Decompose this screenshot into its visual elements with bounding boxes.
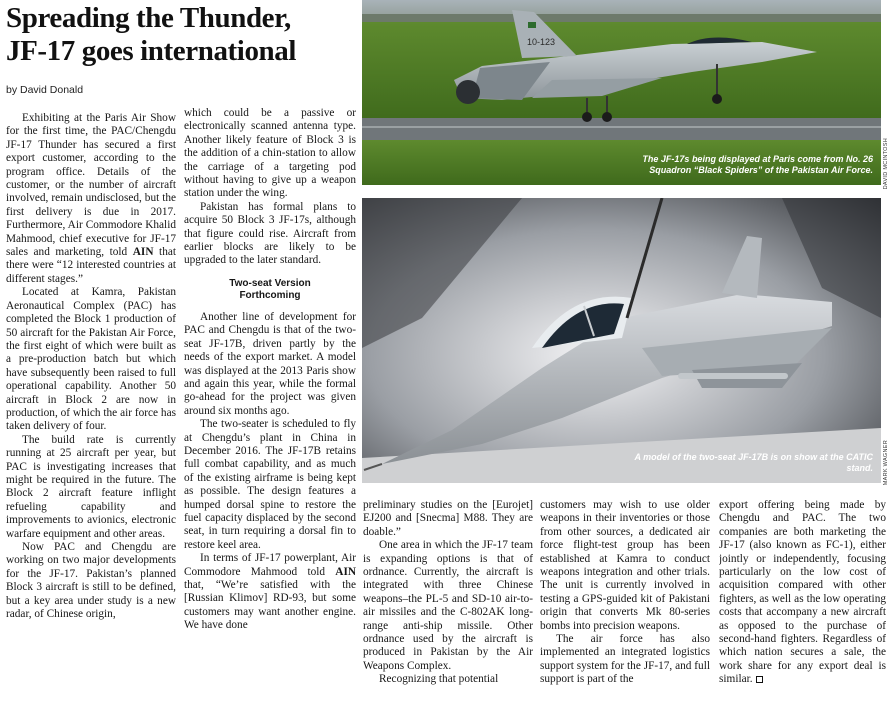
paragraph-text: that there were “12 interested countries at different stages.” [6, 246, 176, 285]
publication-name: AIN [132, 246, 154, 259]
paragraph: The build rate is currently running at 25 aircraft per year, but PAC is investigating increases that might be required in the future. The Block 2 aircraft feature inflight refueling capability and improvements to avionics, electronic warfare equipment and other areas. [6, 433, 176, 540]
section-subhead [184, 278, 356, 303]
text-column-1 [6, 112, 176, 719]
paragraph: The two-seater is scheduled to fly at Chengdu’s plant in China in December 2016. The JF-17B retains full combat capability, and as much of the existing airframe is being kept as possible. The design features a humped dorsal spine to restore the fuel capacity displaced by the second seat, in turn requiring a dorsal fin to restore keel area. [184, 418, 356, 551]
photo-jf17-landing [362, 0, 881, 185]
paragraph-text: that, “We’re satisfied with the [Russian Klimov] RD-93, but some customers may want another engine. We have done [184, 579, 356, 632]
photo-credit: MARK WAGNER [883, 440, 889, 486]
subhead-line-1: Two-seat Version [229, 277, 311, 289]
tail-code: 10-123 [527, 37, 556, 47]
byline: by David Donald [6, 84, 84, 96]
paragraph [184, 552, 356, 632]
paragraph: Located at Kamra, Pakistan Aeronautical Complex (PAC) has completed the Block 1 production of 50 aircraft for the Pakistan Air Force, the first eight of which were built as a pre-production batch but which have subsequently been raised to full operational capability. Another 50 aircraft in Block 2 are now in production, of which the air force has taken delivery of four. [6, 286, 176, 433]
photo-caption: A model of the two-seat JF-17B is on show at the CATIC stand. [634, 452, 873, 473]
subhead-line-2: Forthcoming [239, 290, 301, 302]
paragraph: customers may wish to use older weapons in their inventories or those from other sources, a dedicated air force flight-test group has been established at Kamra to conduct weapons integration and other trials. The unit is currently involved in testing a GPS-guided kit of Pakistani origin that converts Mk 80-series bombs into precision weapons. [540, 499, 710, 632]
publication-name: AIN [335, 565, 356, 578]
photo-caption: The JF-17s being displayed at Paris come from No. 26 Squadron “Black Spiders” of the Pakistan Air Force. [642, 154, 873, 175]
paragraph: Another line of development for PAC and Chengdu is that of the two-seat JF-17B, driven partly by the needs of the export market. A model was displayed at the 2013 Paris show and again this year, while the formal go-ahead for the project was given around six months ago. [184, 310, 356, 417]
paragraph-text: export offering being made by Chengdu and PAC. The two companies are both marketing the JF-17 (also known as FC-1), either jointly or independently, focusing particularly on the low cost of acquisition compared with other fighters, as well as the low operating costs that accompany a new aircraft as opposed to the purchase of second-hand fighters. Regardless of which nation secures a sale, the work share for any export deal is similar. [719, 499, 886, 686]
paragraph [719, 499, 886, 687]
paragraph-text: In terms of JF-17 powerplant, Air Commodore Mahmood told [184, 552, 356, 578]
headline-line-1: Spreading the Thunder, [6, 2, 291, 34]
paragraph: Now PAC and Chengdu are working on two major developments for the JF-17. Pakistan’s planned Block 3 aircraft is still to be defined, but a key area under study is a new radar, of Chinese origin, [6, 541, 176, 621]
photo-credit: DAVID MCINTOSH [883, 138, 889, 190]
jf17b-model-illustration [362, 198, 881, 483]
paragraph: The air force has also implemented an integrated logistics support system for the JF-17, and full support is part of the [540, 633, 710, 686]
paragraph: Pakistan has formal plans to acquire 50 Block 3 JF-17s, although that figure could rise. Aircraft from earlier blocks are likely to be upgraded to the later standard. [184, 200, 356, 267]
text-column-2 [184, 107, 356, 719]
paragraph: Recognizing that potential [379, 673, 499, 686]
photo-jf17b-model [362, 198, 881, 483]
headline-line-2: JF-17 goes international [6, 35, 297, 67]
paragraph-text: Exhibiting at the Paris Air Show for the first time, the PAC/Chengdu JF-17 Thunder has secured a first export customer, according to the program office. Details of the customer, or the number of aircraft involved, remain undisclosed, but the first delivery is due in 2017. Furthermore, Air Commodore Khalid Mahmood, chief executive for JF-17 sales and marketing, told [6, 112, 176, 259]
end-of-article-mark [756, 676, 763, 683]
paragraph: which could be a passive or electronically scanned antenna type. Another likely feature of Block 3 is the addition of a chin-station to allow the carriage of a targeting pod without having to give up a weapon station under the wing. [184, 107, 356, 200]
text-column-5 [719, 499, 886, 719]
text-column-4 [540, 499, 710, 719]
paragraph [6, 112, 176, 286]
paragraph: preliminary studies on the [Eurojet] EJ200 and [Snecma] M88. They are doable.” [363, 499, 533, 538]
article-headline [6, 2, 356, 68]
text-column-3 [363, 499, 533, 719]
paragraph: One area in which the JF-17 team is expanding options is that of ordnance. Currently, the aircraft is integrated with three Chinese weapons–the PL-5 and SD-10 air-to-air missiles and the C-802AK long-range anti-ship missile. Other ordnance used by the aircraft is produced in Pakistan by the Air Weapons Complex. [363, 539, 533, 672]
